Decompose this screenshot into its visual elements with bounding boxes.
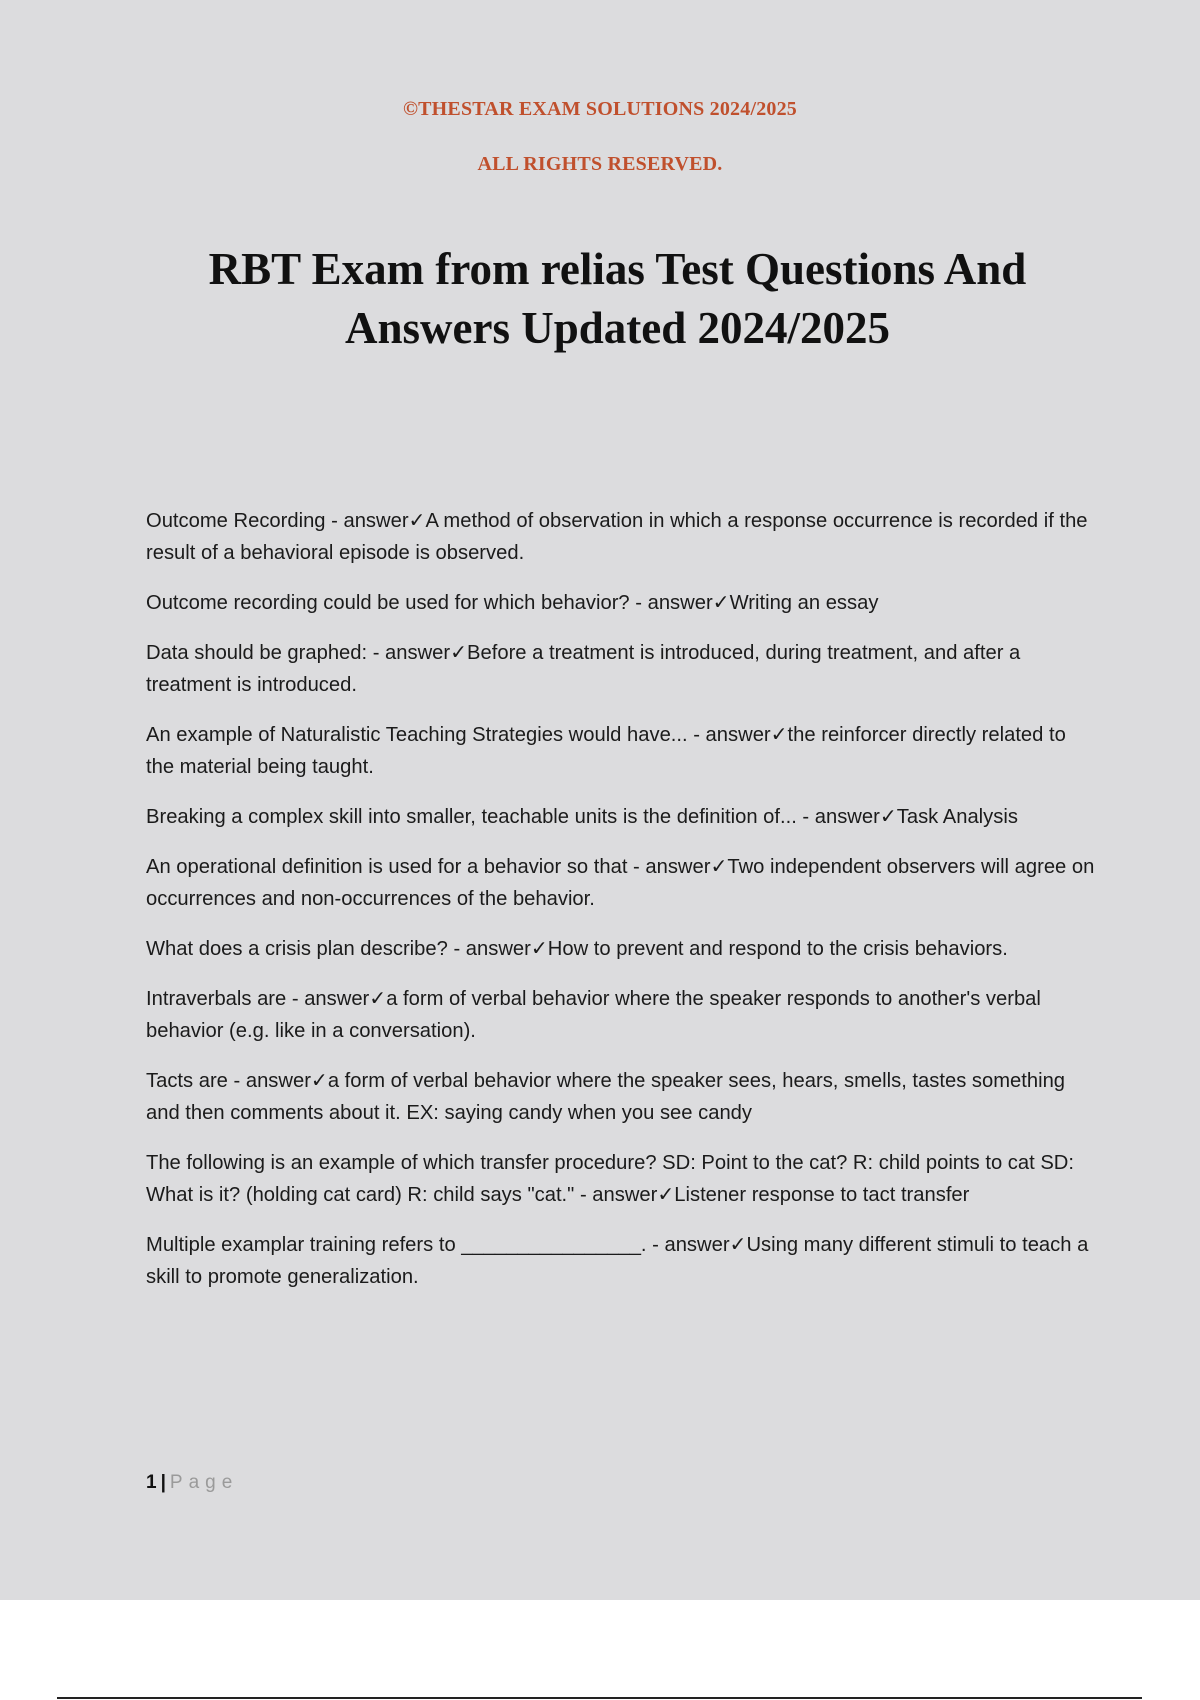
qa-item: The following is an example of which transfer procedure? SD: Point to the cat? R: child points to cat SD: What is it? (holding cat card) R: child says "cat." - answer✓Listener response to tact transfer <box>146 1152 1074 1206</box>
qa-item: An operational definition is used for a behavior so that - answer✓Two independent observers will agree on occurrences and non-occurrences of the behavior. <box>146 856 1095 910</box>
page-label: Page <box>169 1472 239 1493</box>
qa-item: Outcome Recording - answer✓A method of observation in which a response occurrence is recorded if the result of a behavioral episode is observed. <box>146 510 1088 564</box>
document-title <box>130 240 1105 358</box>
title-line-2: Answers Updated 2024/2025 <box>344 303 891 353</box>
qa-item: Outcome recording could be used for which behavior? - answer✓Writing an essay <box>146 592 879 614</box>
page-separator: | <box>160 1472 166 1493</box>
page-number: 1 <box>146 1472 157 1493</box>
title-line-1: RBT Exam from relias Test Questions And <box>208 244 1027 294</box>
qa-list <box>146 505 1096 1311</box>
qa-item: Multiple examplar training refers to ________________. - answer✓Using many different stimuli to teach a skill to promote generalization. <box>146 1234 1089 1288</box>
qa-item: Breaking a complex skill into smaller, teachable units is the definition of... - answer✓Task Analysis <box>146 806 1018 828</box>
qa-item: Tacts are - answer✓a form of verbal behavior where the speaker sees, hears, smells, tastes something and then comments about it. EX: saying candy when you see candy <box>146 1070 1066 1124</box>
qa-item: What does a crisis plan describe? - answer✓How to prevent and respond to the crisis behaviors. <box>146 938 1008 960</box>
rights-reserved-header: ALL RIGHTS RESERVED. <box>477 153 723 175</box>
qa-item: Intraverbals are - answer✓a form of verbal behavior where the speaker responds to another's verbal behavior (e.g. like in a conversation). <box>146 988 1041 1042</box>
qa-item: An example of Naturalistic Teaching Strategies would have... - answer✓the reinforcer directly related to the material being taught. <box>146 724 1066 778</box>
bottom-divider <box>57 1697 1142 1699</box>
page-footer <box>146 1472 238 1494</box>
copyright-header: ©THESTAR EXAM SOLUTIONS 2024/2025 <box>402 98 797 120</box>
qa-item: Data should be graphed: - answer✓Before a treatment is introduced, during treatment, and after a treatment is introduced. <box>146 642 1021 696</box>
